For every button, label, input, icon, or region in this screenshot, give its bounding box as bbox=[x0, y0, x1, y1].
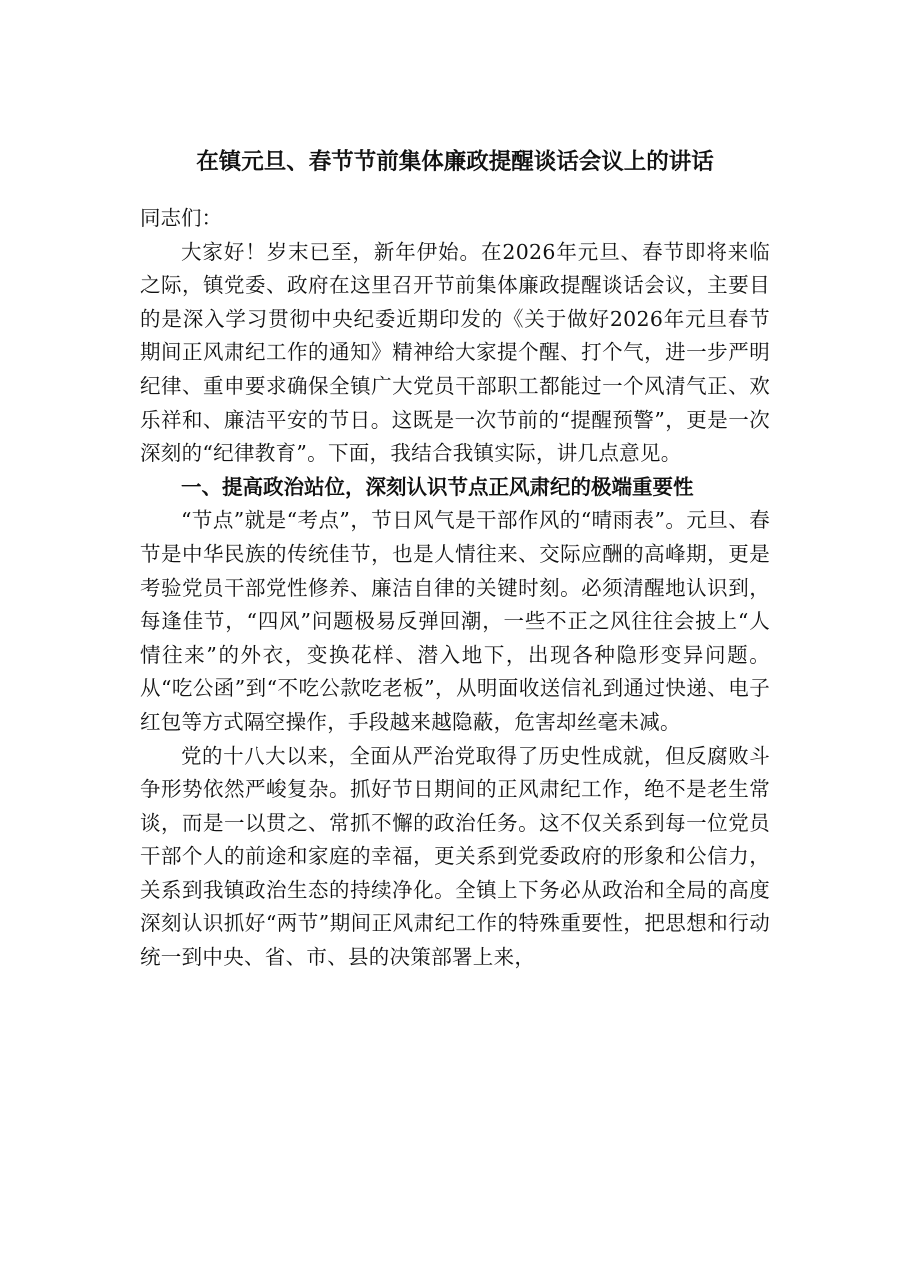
section1-paragraph-2: 党的十八大以来，全面从严治党取得了历史性成就，但反腐败斗争形势依然严峻复杂。抓好节日期间的正风肃纪工作，绝不是老生常谈，而是一以贯之、常抓不懈的政治任务。这不仅关系到每一位党员干部个人的前途和家庭的幸福，更关系到党委政府的形象和公信力，关系到我镇政治生态的持续净化。全镇上下务必从政治和全局的高度深刻认识抓好“两节”期间正风肃纪工作的特殊重要性，把思想和行动统一到中央、省、市、县的决策部署上来， bbox=[140, 743, 770, 970]
section1-paragraph-1: “节点”就是“考点”，节日风气是干部作风的“晴雨表”。元旦、春节是中华民族的传统佳节，也是人情往来、交际应酬的高峰期，更是考验党员干部党性修养、廉洁自律的关键时刻。必须清醒地认识到，每逢佳节，“四风”问题极易反弹回潮，一些不正之风往往会披上“人情往来”的外衣，变换花样、潜入地下，出现各种隐形变异问题。从“吃公函”到“不吃公款吃老板”，从明面收送信礼到通过快递、电子红包等方式隔空操作，手段越来越隐蔽，危害却丝毫未减。 bbox=[140, 508, 770, 734]
document-body bbox=[140, 138, 770, 975]
opening-paragraph: 大家好！岁末已至，新年伊始。在2026年元旦、春节即将来临之际，镇党委、政府在这里召开节前集体廉政提醒谈话会议，主要目的是深入学习贯彻中央纪委近期印发的《关于做好2026年元旦春节期间正风肃纪工作的通知》精神给大家提个醒、打个气，进一步严明纪律、重申要求确保全镇广大党员干部职工都能过一个风清气正、欢乐祥和、廉洁平安的节日。这既是一次节前的“提醒预警”，更是一次深刻的“纪律教育”。下面，我结合我镇实际，讲几点意见。 bbox=[140, 239, 770, 466]
salutation: 同志们： bbox=[140, 206, 222, 230]
section-heading-1: 一、提高政治站位，深刻认识节点正风肃纪的极端重要性 bbox=[181, 474, 694, 499]
document-title: 在镇元旦、春节节前集体廉政提醒谈话会议上的讲话 bbox=[196, 149, 714, 175]
